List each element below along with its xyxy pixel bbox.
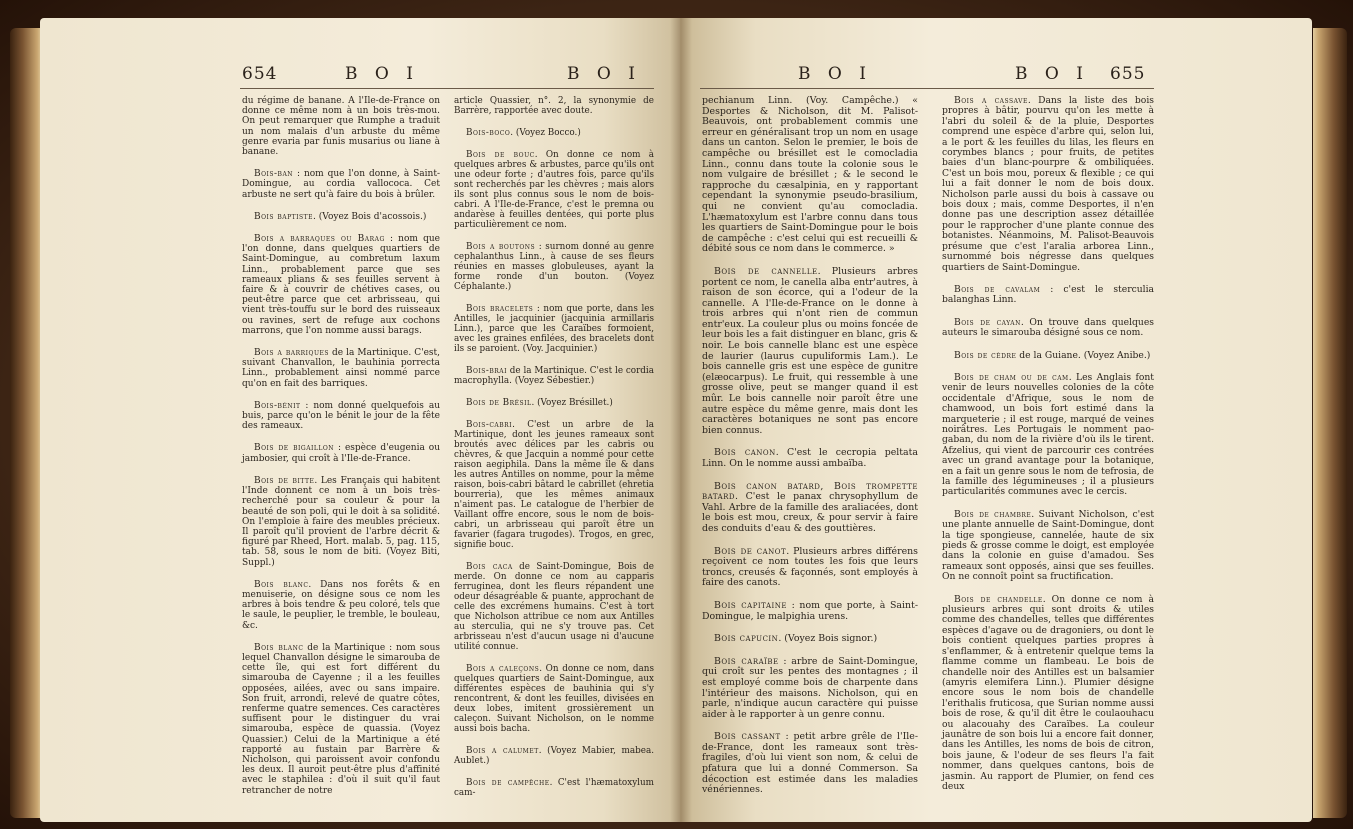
entry-term: Bois-bénit bbox=[254, 400, 301, 411]
entry-text: . Dans nos forêts & en menuiserie, on désigne sous ce nom les arbres à bois tendre & peu coloré, tels que le saule, le peuplier, le tremble, le bouleau, &c. bbox=[242, 579, 440, 631]
entry-text: . Dans la liste des bois propres à bâtir, pourvu qu'on les mette à l'abri du soleil & de la pluie, Desportes comprend une espèce d'arbre qui, selon lui, a le port & les feuilles du lilas, les fleurs en corymbes blancs ; pour fruits, de petites baies d'un blanc-pourpre & ombiliquées. C'est un bois mou, poreux & flexible ; ce qui lui a fait donner le nom de bois doux. Nicholson parle aussi du bois à cassave ou bois doux ; mais, comme Desportes, il n'en donne pas une description assez détaillée pour le rapprocher d'une plante connue des botanistes. Néanmoins, M. Palisot-Beauvois présume que c'est l'aralia arborea Linn., surnommé bois négresse dans quelques quartiers de Saint-Domingue. bbox=[942, 95, 1154, 273]
entry-text: . On donne ce nom à quelques arbres & arbustes, parce qu'ils ont une odeur forte ; d'autres fois, parce qu'ils sont recherchés par les chèvres ; mais alors ils sont plus connus sous le nom de bois-cabri. A l'Ile-de-France, c'est le premna ou andarèse à feuilles dentées, qui porte plus particulièrement ce nom. bbox=[454, 150, 655, 230]
right-page bbox=[680, 18, 1312, 822]
dictionary-entry bbox=[942, 510, 1154, 583]
left-page-edges bbox=[10, 28, 42, 818]
entry-text: . (Voyez Mabier, mabea. Aublet.) bbox=[454, 746, 654, 766]
entry-term: Bois canon bbox=[714, 447, 776, 459]
entry-text: . (Voyez Bois signor.) bbox=[778, 633, 878, 645]
entry-term: Bois bracelets bbox=[466, 304, 534, 314]
page-number: 654 bbox=[242, 64, 278, 84]
entry-text: de Saint-Domingue, Bois de merde. On donne ce nom au capparis ferruginea, dont les fleurs répandent une odeur désagréable & puante, approchant de celle des excrémens humains. C'est à tort que Nicholson attribue ce nom aux Antilles au sterculia, qui ne s'y trouve pas. Cet arbrisseau n'est d'aucun usage ni d'aucune utilité connue. bbox=[454, 562, 654, 652]
entry-term: Bois blanc bbox=[254, 642, 304, 653]
dictionary-entry bbox=[454, 420, 654, 550]
dictionary-entry bbox=[454, 366, 654, 386]
entry-term: Bois-ban bbox=[254, 169, 294, 180]
entry-term: Bois caraïbe bbox=[714, 655, 779, 667]
entry-text: . C'est un arbre de la Martinique, dont les jeunes rameaux sont broutés avec délices par les cabris ou chèvres, & que Jacquin a nommé pour cette raison aegiphila. Dans la même île & dans les autres Antilles on nomme, pour la même raison, bois-cabri bâtard le cabrillet (ehretia bourreria), que les mêmes animaux n'aiment pas. Le catalogue de l'herbier de Vaillant offre encore, sous le nom de bois-cabri, un arbrisseau qui paroît être un favarier (fagara trugodes). Trogos, en grec, signifie bouc. bbox=[454, 420, 654, 550]
entry-text: de la Martinique : nom sous lequel Chanvallon désigne le simarouba de cette île, qui est fort différent du simarouba de Cayenne ; il a les feuilles opposées, ailées, avec ou sans impaire. Son fruit, arrondi, relevé de quatre côtes, renferme quatre semences. Ces caractères suffisent pour le distinguer du vrai simarouba, espèce de quassia. (Voyez Quassier.) Celui de la Martinique a été rapporté au fustain par Barrère & Nicholson, qui paroissent avoir confondu les deux. Il auroit peut-être plus d'affinité avec le staphilea : d'où il suit qu'il faut retrancher de notre bbox=[242, 642, 440, 796]
dictionary-entry bbox=[242, 580, 440, 631]
right-page-edges bbox=[1313, 28, 1347, 818]
entry-term: Bois-boco bbox=[466, 128, 511, 138]
entry-text: : nom que l'on donne, dans quelques quartiers de Saint-Domingue, au combretum laxum Linn., probablement parce que ses rameaux plians & ses feuilles servent à faire & à couvrir de chétives cases, ou peut-être parce que cet arbrisseau, qui vient très-touffu sur le bord des ruisseaux ou ravines, sert de refuge aux cochons marrons, que l'on nomme aussi barags. bbox=[242, 234, 441, 336]
entry-term: Bois de cavalam bbox=[954, 283, 1041, 295]
dictionary-entry bbox=[702, 732, 918, 796]
text-column bbox=[454, 96, 654, 810]
entry-text: : nom que porte, à Saint-Domingue, le malpighia urens. bbox=[702, 599, 918, 622]
entry-text: . (Voyez Bocco.) bbox=[510, 128, 581, 138]
dictionary-entry bbox=[454, 398, 654, 408]
dictionary-entry bbox=[702, 96, 918, 255]
entry-term: Bois a calumet bbox=[466, 746, 539, 756]
entry-text: de la Martinique. C'est, suivant Chanvallon, le bauhinia porrecta Linn., probablement ainsi nommé parce qu'on en fait des barriques. bbox=[242, 348, 440, 389]
entry-text: . Plusieurs arbres différens reçoivent ce nom toutes les fois que leurs troncs, creusés & façonnés, sont employés à faire des canots. bbox=[702, 545, 918, 589]
dictionary-entry bbox=[702, 482, 918, 535]
dictionary-entry bbox=[242, 169, 440, 200]
header-rule bbox=[240, 88, 654, 89]
entry-text: : petit arbre grêle de l'Ile-de-France, dont les rameaux sont très-fragiles, d'où lui vient son nom, & celui de pfatura que lui a donné Commerson. Sa décoction est estimée dans les maladies vénériennes. bbox=[702, 731, 918, 796]
entry-term: Bois capucin bbox=[714, 633, 779, 645]
dictionary-entry bbox=[702, 601, 918, 622]
entry-term: Bois de cayan bbox=[954, 316, 1021, 328]
entry-text: : c'est le sterculia balanghas Linn. bbox=[942, 283, 1154, 306]
dictionary-entry bbox=[242, 212, 440, 222]
dictionary-entry bbox=[702, 657, 918, 721]
running-head: B O I bbox=[345, 64, 419, 84]
entry-term: Bois cassant bbox=[714, 731, 781, 743]
dictionary-entry bbox=[702, 547, 918, 589]
dictionary-entry bbox=[942, 285, 1154, 306]
dictionary-entry bbox=[454, 562, 654, 652]
entry-text: . C'est le cecropia peltata Linn. On le nomme aussi ambaïba. bbox=[702, 447, 918, 469]
entry-text: . C'est le panax chrysophyllum de Vahl. Arbre de la famille des araliacées, dont le bois est mou, creux, & pour servir à faire des conduits d'eau & des gouttières. bbox=[702, 491, 918, 534]
dictionary-entry bbox=[242, 401, 440, 432]
dictionary-entry bbox=[242, 443, 440, 463]
running-head: B O I bbox=[1015, 64, 1089, 84]
entry-term: Bois canon batard, Bois trompette batard bbox=[702, 480, 918, 503]
dictionary-entry bbox=[702, 634, 918, 645]
entry-text: . On donne ce nom, dans quelques quartiers de Saint-Domingue, aux différentes espèces de bauhinia qui s'y rencontrent, & dont les feuilles, divisées en deux lobes, imitent grossièrement un caleçon. Suivant Nicholson, on le nomme aussi bois bacha. bbox=[454, 664, 654, 734]
entry-term: Bois capitaine bbox=[714, 599, 788, 611]
dictionary-entry bbox=[242, 476, 440, 568]
dictionary-entry bbox=[942, 595, 1154, 793]
entry-text: . C'est l'hæmatoxylum cam- bbox=[454, 778, 654, 798]
entry-text: : arbre de Saint-Domingue, qui croît sur les pentes des montagnes ; il est employé comme bois de charpente dans l'intérieur des maisons. Nicholson, qui en parle, n'indique aucun caractère qui puisse aider à le rapporter à un genre connu. bbox=[702, 655, 918, 720]
dictionary-entry bbox=[454, 664, 654, 734]
entry-term: Bois-cabri bbox=[466, 420, 513, 430]
entry-text: pechianum Linn. (Voy. Campêche.) « Desportes & Nicholson, dit M. Palisot-Beauvois, ont probablement commis une erreur en généralisant trop un nom en usage dans un canton. Selon le premier, le bois de campêche ou brésillet est le comocladia Linn., connu dans toute la colonie sous le nom vulgaire de brésillet ; & le second le rapproche du cæsalpinia, en y rapportant cependant la synonymie pseudo-brasilium, qui ne convient qu'au comocladia. L'hæmatoxylum est l'arbre connu dans tous les quartiers de Saint-Domingue pour le bois de campêche : c'est celui qui est recueilli & débité sous ce nom dans le commerce. » bbox=[702, 95, 918, 255]
dictionary-entry bbox=[942, 351, 1154, 361]
entry-text: . Suivant Nicholson, c'est une plante annuelle de Saint-Domingue, dont la tige spongieuse, cannelée, haute de six pieds & grosse comme le doigt, est employée dans la colonie en guise d'amadou. Ses rameaux sont opposés, ainsi que ses feuilles. On ne connoît point sa fructification. bbox=[942, 508, 1155, 583]
entry-term: Bois de chandelle bbox=[954, 593, 1043, 605]
entry-text: : espèce d'eugenia ou jambosier, qui croît à l'Ile-de-France. bbox=[242, 443, 440, 464]
left-page bbox=[40, 18, 680, 822]
entry-text: de la Martinique. C'est le cordia macrophylla. (Voyez Sébestier.) bbox=[454, 366, 654, 386]
text-column bbox=[942, 96, 1154, 804]
entry-term: Bois de bigaillon bbox=[254, 443, 335, 454]
entry-term: Bois de Brésil bbox=[466, 398, 532, 408]
entry-text: . (Voyez Bois d'acossois.) bbox=[313, 211, 427, 222]
running-head: B O I bbox=[567, 64, 641, 84]
dictionary-entry bbox=[702, 448, 918, 469]
entry-term: Bois a caleçons bbox=[466, 664, 540, 674]
entry-text: de la Guiane. (Voyez Anibe.) bbox=[1016, 349, 1151, 361]
dictionary-entry bbox=[942, 96, 1154, 273]
entry-text: . On donne ce nom à plusieurs arbres qui sont droits & utiles comme des chandelles, telles que différentes espèces d'agave ou de dragoniers, ou dont le bois contient quelques parties propres à s'enflammer, & à entretenir quelque tems la flamme comme un flambeau. Le bois de chandelle noir des Antilles est un balsamier (amyris elemifera Linn.). Plumier désigne encore sous le nom bois de chandelle l'erithalis fruticosa, que Surian nomme aussi bois de rose, & qu'il dit être le coulaouhacu ou alacouahy des Caraïbes. La couleur jaunâtre de son bois lui a encore fait donner, dans les Antilles, les noms de bois de citron, bois jaune, & l'odeur de ses fleurs l'a fait nommer, dans quelques cantons, bois de jasmin. Au rapport de Plumier, on fend ces deux bbox=[942, 593, 1154, 792]
dictionary-entry bbox=[242, 234, 440, 336]
dictionary-entry bbox=[454, 128, 654, 138]
entry-term: Bois de chambre bbox=[954, 508, 1032, 520]
entry-text: : nom que l'on donne, à Saint-Domingue, au cordia vallococa. Cet arbuste ne sert qu'à faire du bois à brûler. bbox=[242, 169, 440, 200]
dictionary-entry bbox=[454, 304, 654, 354]
entry-term: Bois a barraques ou Barag bbox=[254, 234, 385, 245]
entry-text: : nom que porte, dans les Antilles, le jacquinier (jacquinia armillaris Linn.), parce que les Caraïbes formoient, avec les graines enfilées, des bracelets dont ils se paroient. (Voy. Jacquinier.) bbox=[454, 304, 654, 354]
entry-term: Bois de cham ou de cam bbox=[954, 371, 1069, 383]
dictionary-entry bbox=[454, 242, 654, 292]
entry-term: Bois de cèdre bbox=[954, 349, 1017, 361]
entry-term: Bois a boutons bbox=[466, 242, 536, 252]
entry-text: du régime de banane. A l'Ile-de-France on donne ce même nom à un bois très-mou. On peut remarquer que Rumphe a traduit un nom malais d'un arbuste du même genre evaria par funis musarius ou liane à banane. bbox=[242, 96, 440, 158]
text-column bbox=[702, 96, 918, 808]
entry-term: Bois de bitte bbox=[254, 475, 315, 486]
entry-term: Bois blanc bbox=[254, 579, 309, 590]
dictionary-entry bbox=[942, 318, 1154, 339]
entry-text: : surnom donné au genre cephalanthus Linn., à cause de ses fleurs réunies en masses globuleuses, ayant la forme ronde d'un bouton. (Voyez Céphalante.) bbox=[454, 242, 654, 292]
entry-term: Bois de campêche bbox=[466, 778, 550, 788]
entry-term: Bois de bouc bbox=[466, 150, 535, 160]
entry-term: Bois caca bbox=[466, 562, 513, 572]
entry-text: . On trouve dans quelques auteurs le simarouba désigné sous ce nom. bbox=[942, 316, 1154, 339]
entry-term: Bois-brai bbox=[466, 366, 507, 376]
entry-text: . (Voyez Brésillet.) bbox=[531, 398, 613, 408]
dictionary-entry bbox=[454, 778, 654, 798]
page-number: 655 bbox=[1110, 64, 1146, 84]
entry-term: Bois a cassave bbox=[954, 95, 1028, 106]
entry-text: . Les Anglais font venir de leurs nouvelles colonies de la côte occidentale d'Afrique, sous le nom de chamwood, un bois fort estimé dans la marqueterie ; il est rouge, marqué de veines noirâtres. Les Portugais le nomment pao-gaban, du nom de la rivière d'où ils le tirent. Afzelius, qui vient de parcourir ces contrées avec un grand avantage pour la botanique, en a fait un genre sous le nom de tefrosia, de la famille des légumineuses ; il a plusieurs particularités communes avec le cercis. bbox=[942, 371, 1154, 498]
entry-text: . Plusieurs arbres portent ce nom, le canella alba entr'autres, à raison de son écorce, qui a l'odeur de la cannelle. A l'Ile-de-France on le donne à trois arbres qui n'ont rien de commun entr'eux. La couleur plus ou moins foncée de leur bois les a fait distinguer en blanc, gris & noir. Le bois cannelle blanc est une espèce de laurier (laurus cupuliformis Lam.). Le bois cannelle gris est une espèce de gunitre (elæocarpus). Le fruit, qui ressemble à une grosse olive, peut se manger quand il est mûr. Le bois cannelle noir paroît être une autre espèce du même genre, mais dont les caractères botaniques ne sont pas encore bien connus. bbox=[702, 265, 918, 436]
header-rule bbox=[700, 88, 1154, 89]
text-column bbox=[242, 96, 440, 808]
dictionary-entry bbox=[454, 96, 654, 116]
entry-term: Bois a barriques bbox=[254, 348, 329, 359]
entry-text: . Les Français qui habitent l'Inde donnent ce nom à un bois très-recherché pour sa couleur & pour la beauté de son poli, qui le doit à sa solidité. On l'emploie à faire des meubles précieux. Il paroît qu'il provient de l'arbre décrit & figuré par Rheed, Hort. malab. 5, pag. 115, tab. 58, sous le nom de biti. (Voyez Biti, Suppl.) bbox=[242, 475, 440, 568]
running-head: B O I bbox=[798, 64, 872, 84]
dictionary-entry bbox=[702, 267, 918, 437]
entry-term: Bois baptiste bbox=[254, 211, 314, 222]
dictionary-entry bbox=[242, 96, 440, 157]
book-gutter bbox=[670, 18, 692, 822]
dictionary-entry bbox=[242, 348, 440, 389]
dictionary-entry bbox=[454, 746, 654, 766]
entry-text: article Quassier, n°. 2, la synonymie de Barrère, rapportée avec doute. bbox=[454, 96, 654, 116]
entry-text: : nom donné quelquefois au buis, parce qu'on le bénit le jour de la fête des rameaux. bbox=[242, 400, 440, 432]
entry-term: Bois de canot bbox=[714, 545, 787, 557]
dictionary-entry bbox=[242, 643, 440, 796]
entry-term: Bois de cannelle bbox=[714, 265, 818, 277]
dictionary-entry bbox=[942, 373, 1154, 498]
dictionary-entry bbox=[454, 150, 654, 230]
